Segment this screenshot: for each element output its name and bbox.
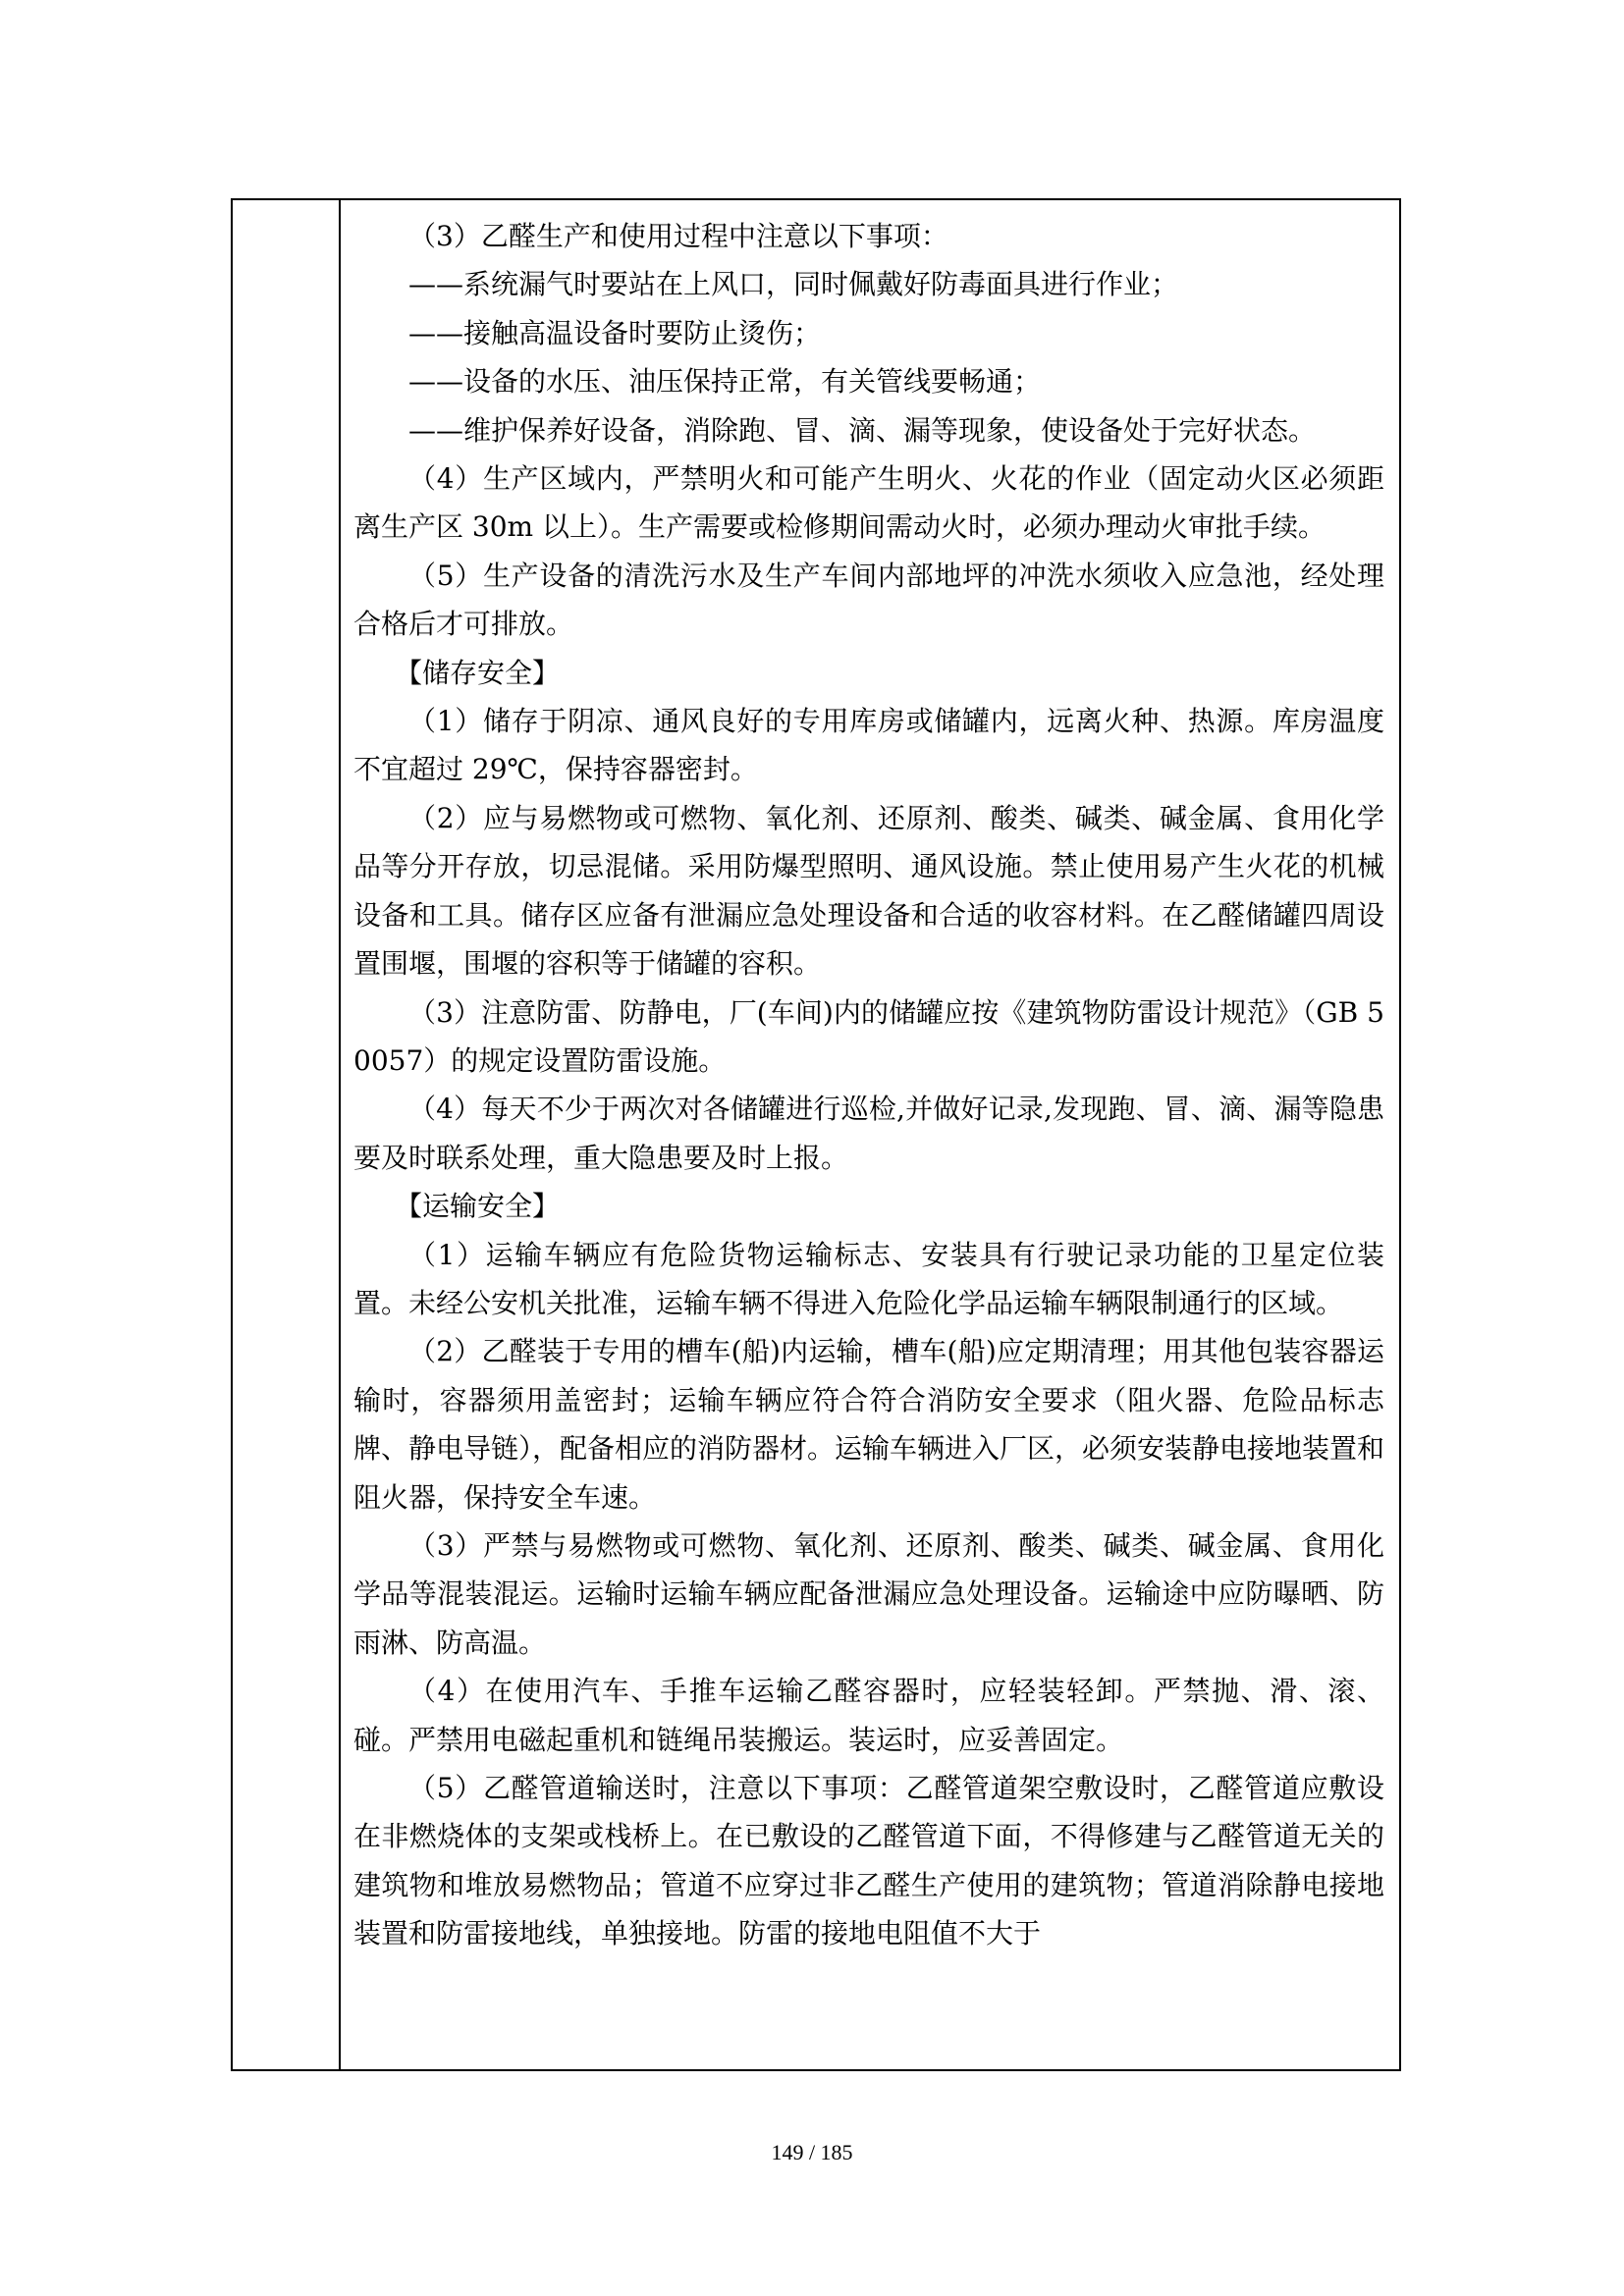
paragraph: ——接触高温设备时要防止烫伤；	[408, 316, 822, 349]
page-number: 149 / 185	[771, 2140, 853, 2164]
paragraph: ——设备的水压、油压保持正常，有关管线要畅通；	[408, 365, 1042, 399]
paragraph: （4）生产区域内，严禁明火和可能产生明火、火花的作业（固定动火区必须距离生产区 30m 以上）。生产需要或检修期间需动火时，必须办理动火审批手续。	[353, 462, 1384, 544]
paragraph: （4）每天不少于两次对各储罐进行巡检,并做好记录,发现跑、冒、滴、漏等隐患要及时联系处理，重大隐患要及时上报。	[353, 1093, 1384, 1174]
paragraph: （2）应与易燃物或可燃物、氧化剂、还原剂、酸类、碱类、碱金属、食用化学品等分开存放，切忌混储。采用防爆型照明、通风设施。禁止使用易产生火花的机械设备和工具。储存区应备有泄漏应急处理设备和合适的收容材料。在乙醛储罐四周设置围堰，围堰的容积等于储罐的容积。	[353, 801, 1384, 981]
paragraph: （5）生产设备的清洗污水及生产车间内部地坪的冲洗水须收入应急池，经处理合格后才可排放。	[353, 559, 1384, 641]
table-content-cell	[353, 212, 1384, 1958]
paragraph: （4）在使用汽车、手推车运输乙醛容器时，应轻装轻卸。严禁抛、滑、滚、碰。严禁用电磁起重机和链绳吊装搬运。装运时，应妥善固定。	[353, 1675, 1384, 1756]
section-heading: 【储存安全】	[395, 656, 561, 689]
paragraph: （3）注意防雷、防静电，厂(车间)内的储罐应按《建筑物防雷设计规范》（GB 50057）的规定设置防雷设施。	[353, 995, 1384, 1077]
paragraph: （1）运输车辆应有危险货物运输标志、安装具有行驶记录功能的卫星定位装置。未经公安机关批准，运输车辆不得进入危险化学品运输车辆限制通行的区域。	[353, 1238, 1384, 1319]
paragraph: （1）储存于阴凉、通风良好的专用库房或储罐内，远离火种、热源。库房温度不宜超过 29℃，保持容器密封。	[353, 705, 1384, 786]
paragraph: （3）严禁与易燃物或可燃物、氧化剂、还原剂、酸类、碱类、碱金属、食用化学品等混装混运。运输时运输车辆应配备泄漏应急处理设备。运输途中应防曝晒、防雨淋、防高温。	[353, 1528, 1384, 1659]
paragraph: （5）乙醛管道输送时，注意以下事项：乙醛管道架空敷设时，乙醛管道应敷设在非燃烧体的支架或栈桥上。在已敷设的乙醛管道下面，不得修建与乙醛管道无关的建筑物和堆放易燃物品；管道不应穿过非乙醛生产使用的建筑物；管道消除静电接地装置和防雷接地线，单独接地。防雷的接地电阻值不大于	[353, 1772, 1384, 1950]
section-heading: 【运输安全】	[395, 1190, 561, 1223]
table-left-column	[233, 200, 341, 2069]
paragraph: ——维护保养好设备，消除跑、冒、滴、漏等现象，使设备处于完好状态。	[408, 413, 1317, 447]
paragraph: （2）乙醛装于专用的槽车(船)内运输，槽车(船)应定期清理；用其他包装容器运输时，容器须用盖密封；运输车辆应符合符合消防安全要求（阻火器、危险品标志牌、静电导链），配备相应的消防器材。运输车辆进入厂区，必须安装静电接地装置和阻火器，保持安全车速。	[353, 1335, 1385, 1514]
paragraph: （3）乙醛生产和使用过程中注意以下事项：	[408, 220, 948, 252]
paragraph: ——系统漏气时要站在上风口，同时佩戴好防毒面具进行作业；	[408, 268, 1179, 301]
content-table	[231, 198, 1401, 2071]
